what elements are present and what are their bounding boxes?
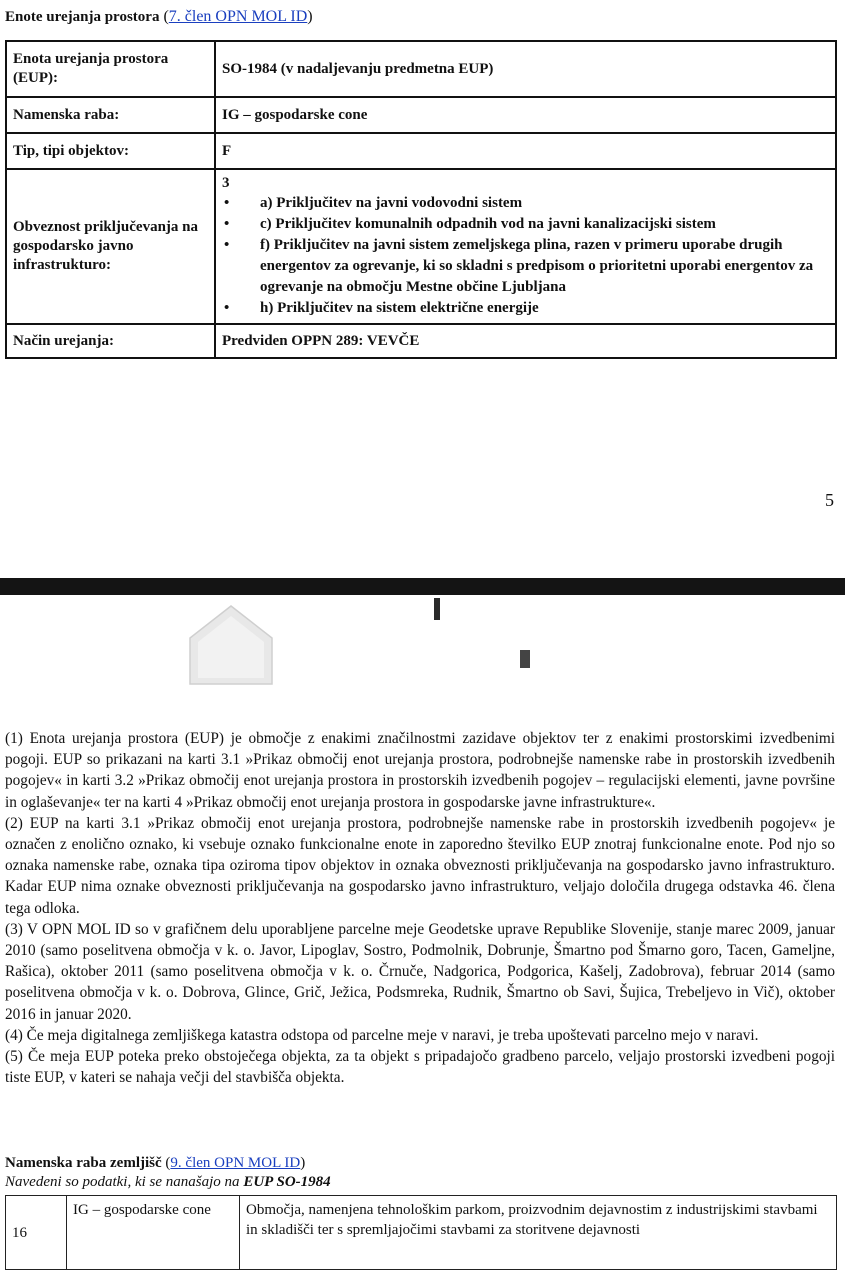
page-break-band (0, 578, 845, 595)
scan-artifact (434, 598, 440, 620)
table-row (6, 41, 836, 97)
list-item: • c) Priključitev komunalnih odpadnih vod na javni kanalizacijski sistem (222, 214, 829, 235)
row-value: F (215, 133, 836, 169)
table-row (6, 1196, 837, 1270)
house-logo-icon (186, 604, 276, 686)
subtitle-text: Navedeni so podatki, ki se nanašajo na (5, 1174, 240, 1190)
obligation-number: 3 (222, 175, 230, 191)
section-title: Enote urejanja prostora (5, 9, 160, 25)
list-item: • f) Priključitev na javni sistem zemeljskega plina, razen v primeru uporabe drugih energentov za ogrevanje, ki so skladni s predpisom o prioritetni uporabi energentov za ogrevanje na območju Mestne občine Ljubljana (222, 235, 829, 298)
paragraph: (3) V OPN MOL ID so v grafičnem delu uporabljene parcelne meje Geodetske uprave Republike Slovenije, stanje marec 2009, januar 2010 (samo poselitvena območja v k. o. Javor, Lipoglav, Sostro, Podmolnik, Dobrunje, Šmartno pod Šmarno goro, Tacen, Gameljne, Rašica), oktober 2011 (samo poselitvena območja v k. o. Črnuče, Nadgorica, Podgorica, Kašelj, Zadobrova), februar 2014 (samo poselitvena območja v k. o. Dobrova, Glince, Grič, Ježica, Podsmreka, Rudnik, Šmartno ob Savi, Šujica, Trebeljevo in Vič), oktober 2016 in januar 2020. (5, 920, 835, 1023)
list-item: • a) Priključitev na javni vodovodni sistem (222, 193, 829, 214)
obligation-list (222, 193, 829, 319)
scan-artifact (520, 650, 530, 668)
table-row (6, 169, 836, 324)
section-subtitle (5, 1174, 331, 1191)
article-7-link[interactable]: 7. člen OPN MOL ID (168, 8, 308, 25)
row-label: Namenska raba: (6, 97, 215, 133)
land-use-code: 16 (6, 1196, 67, 1270)
paragraph: (2) EUP na karti 3.1 »Prikaz območij enot urejanja prostora, podrobnejše namenske rabe in prostorskih izvedbenih pogojev« je označen z enolično oznako, ki vsebuje oznako funkcionalne enote in zaporedno številko EUP znotraj funkcionalne enote. Pod njo so oznaka namenske rabe, oznaka tipa oziroma tipov objektov in oznaka obveznosti priključevanja na gospodarsko javno infrastrukturo. Kadar EUP nima oznake obveznosti priključevanja na gospodarsko javno infrastrukturo, veljajo določila drugega odstavka 46. člena tega odloka. (5, 814, 835, 917)
row-label: Enota urejanja prostora (EUP): (6, 41, 215, 97)
namenska-raba-table (5, 1195, 837, 1270)
article-paragraphs (5, 728, 835, 1088)
row-value: Predviden OPPN 289: VEVČE (215, 324, 836, 358)
land-use-name: IG – gospodarske cone (67, 1196, 240, 1270)
subtitle-eup: EUP SO-1984 (243, 1174, 331, 1190)
article-9-link[interactable]: 9. člen OPN MOL ID (170, 1155, 301, 1171)
row-value: IG – gospodarske cone (215, 97, 836, 133)
paragraph: (1) Enota urejanja prostora (EUP) je območje z enakimi značilnostmi zazidave objektov ter z enakimi prostorskimi izvedbenimi pogoji. EUP so prikazani na karti 3.1 »Prikaz območij enot urejanja prostora, podrobnejše namenske rabe in prostorskih izvedbenih pogojev« in karti 3.2 »Prikaz območij enot urejanja prostora in prostorskih izvedbenih pogojev – regulacijski elementi, javne površine in oglaševanje« ter na karti 4 »Prikaz območij enot urejanja prostora in gospodarske javne infrastrukture«. (5, 730, 835, 811)
section-heading-eup: Enote urejanja prostora (7. člen OPN MOL ID) (5, 8, 313, 25)
table-row (6, 133, 836, 169)
section-title: Namenska raba zemljišč (5, 1155, 162, 1171)
paragraph: (5) Če meja EUP poteka preko obstoječega objekta, za ta objekt s pripadajočo gradbeno parcelo, veljajo prostorski izvedbeni pogoji tiste EUP, v kateri se nahaja večji del stavbišča objekta. (5, 1048, 835, 1087)
row-label: Način urejanja: (6, 324, 215, 358)
table-row (6, 324, 836, 358)
land-use-description: Območja, namenjena tehnološkim parkom, proizvodnim dejavnostim z industrijskimi stavbami in skladišči ter s spremljajočimi stavbami za storitvene dejavnosti (240, 1196, 837, 1270)
row-label: Obveznost priključevanja na gospodarsko javno infrastrukturo: (6, 169, 215, 324)
eup-table (5, 40, 837, 359)
row-value: SO-1984 (v nadaljevanju predmetna EUP) (215, 41, 836, 97)
row-label: Tip, tipi objektov: (6, 133, 215, 169)
section-heading-namenska-raba: Namenska raba zemljišč (9. člen OPN MOL ID) (5, 1155, 306, 1171)
table-row (6, 97, 836, 133)
paragraph: (4) Če meja digitalnega zemljiškega katastra odstopa od parcelne meje v naravi, je treba upoštevati parcelno mejo v naravi. (5, 1026, 759, 1044)
list-item: • h) Priključitev na sistem električne energije (222, 298, 829, 319)
page-number: 5 (825, 490, 834, 510)
row-value (215, 169, 836, 324)
